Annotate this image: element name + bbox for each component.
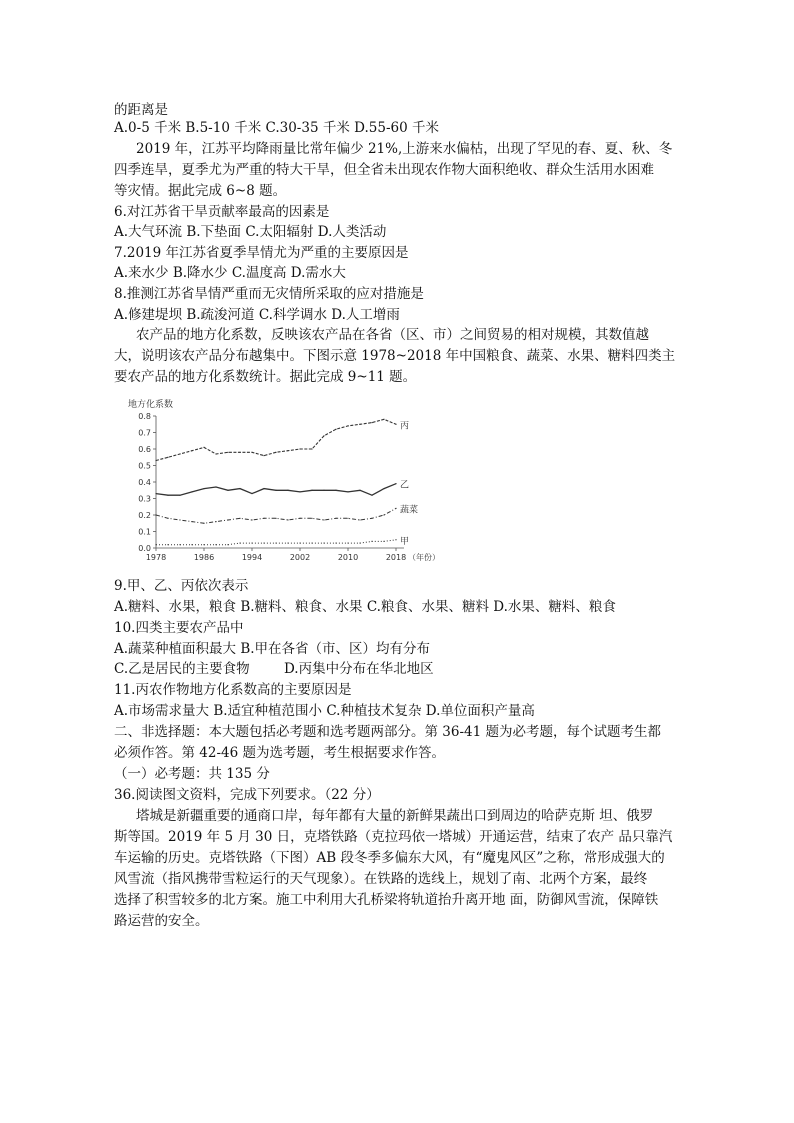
data-point xyxy=(395,508,396,509)
data-point xyxy=(275,542,276,543)
x-tick-label: 2018 xyxy=(385,553,407,562)
question-10: 10.四类主要农产品中 xyxy=(114,620,244,636)
y-tick-label: 0.6 xyxy=(138,445,151,454)
data-point xyxy=(383,514,384,515)
question-11-options: A.市场需求量大 B.适宜种植范围小 C.种植技术复杂 D.单位面积产量高 xyxy=(114,703,535,719)
question-7: 7.2019 年江苏省夏季旱情尤为严重的主要原因是 xyxy=(114,245,409,261)
data-point xyxy=(155,544,156,545)
data-point xyxy=(287,490,288,491)
series-label: 乙 xyxy=(400,480,410,491)
y-tick-label: 0.3 xyxy=(138,494,151,504)
data-point xyxy=(191,521,192,522)
data-point xyxy=(383,488,384,489)
data-point xyxy=(155,493,156,494)
x-axis-title: （年份） xyxy=(408,553,440,562)
question-8: 8.推测江苏省旱情严重而无灾情所采取的应对措施是 xyxy=(114,286,424,302)
data-point xyxy=(239,452,240,453)
data-point xyxy=(275,452,276,453)
data-point xyxy=(347,542,348,543)
chart-svg xyxy=(126,396,456,566)
data-point xyxy=(311,490,312,491)
data-point xyxy=(167,544,168,545)
data-point xyxy=(383,541,384,542)
section-heading: 二、非选择题：本大题包括必考题和选考题两部分。第 36-41 题为必考题，每个试题考生都 xyxy=(114,724,661,740)
y-tick-label: 0.8 xyxy=(138,412,151,421)
y-tick-label: 0.2 xyxy=(138,511,151,520)
question-10-options-ab: A.蔬菜种植面积最大 B.甲在各省（市、区）均有分布 xyxy=(114,641,431,657)
text-line: 的距离是 xyxy=(114,102,168,118)
data-point xyxy=(311,518,312,519)
data-point xyxy=(359,490,360,491)
data-point xyxy=(275,518,276,519)
y-tick-label: 0.7 xyxy=(138,428,151,438)
data-point xyxy=(191,544,192,545)
data-point xyxy=(251,452,252,453)
data-point xyxy=(287,450,288,451)
data-point xyxy=(251,542,252,543)
x-tick-label: 1986 xyxy=(193,553,215,562)
subsection-heading: （一）必考题：共 135 分 xyxy=(114,766,270,782)
data-point xyxy=(263,488,264,489)
data-point xyxy=(227,490,228,491)
data-point xyxy=(191,491,192,492)
data-point xyxy=(287,542,288,543)
data-point xyxy=(299,542,300,543)
data-point xyxy=(335,429,336,430)
data-point xyxy=(323,542,324,543)
text-line: 塔城是新疆重要的通商口岸，每年都有大量的新鲜果蔬出口到周边的哈萨克斯 坦、俄罗 xyxy=(136,808,654,824)
data-point xyxy=(263,455,264,456)
data-point xyxy=(335,518,336,519)
data-point xyxy=(359,424,360,425)
text-line: A.0-5 千米 B.5-10 千米 C.30-35 千米 D.55-60 千米 xyxy=(114,120,439,136)
y-tick-label: 0.5 xyxy=(138,461,151,471)
text-line: 等灾情。据此完成 6~8 题。 xyxy=(114,183,287,199)
text-line: 车运输的历史。克塔铁路（下图）AB 段冬季多偏东大风，有“魔鬼风区”之称，常形成强大的 xyxy=(114,850,665,866)
data-point xyxy=(263,518,264,519)
x-tick-label: 1994 xyxy=(241,553,263,562)
data-point xyxy=(179,453,180,454)
data-point xyxy=(371,518,372,519)
data-point xyxy=(371,495,372,496)
y-tick-label: 0.0 xyxy=(138,544,151,553)
data-point xyxy=(227,519,228,520)
data-point xyxy=(311,542,312,543)
data-point xyxy=(395,539,396,540)
data-point xyxy=(359,519,360,520)
data-point xyxy=(203,523,204,524)
data-point xyxy=(287,519,288,520)
data-point xyxy=(395,483,396,484)
data-point xyxy=(227,452,228,453)
data-point xyxy=(179,544,180,545)
question-11: 11.丙农作物地方化系数高的主要原因是 xyxy=(114,682,352,698)
data-point xyxy=(323,490,324,491)
data-point xyxy=(215,521,216,522)
series-label: 丙 xyxy=(400,421,410,432)
data-point xyxy=(239,542,240,543)
data-point xyxy=(251,493,252,494)
data-point xyxy=(383,419,384,420)
x-tick-label: 1978 xyxy=(145,553,167,562)
series-line-1 xyxy=(156,419,396,460)
data-point xyxy=(371,541,372,542)
question-8-options: A.修建堤坝 B.疏浚河道 C.科学调水 D.人工增雨 xyxy=(114,307,400,323)
y-tick-label: 0.1 xyxy=(138,527,151,537)
question-36: 36.阅读图文资料，完成下列要求。（22 分） xyxy=(114,787,380,803)
question-6: 6.对江苏省干旱贡献率最高的因素是 xyxy=(114,204,330,220)
text-line: 路运营的安全。 xyxy=(114,913,209,929)
series-label: 蔬菜 xyxy=(400,505,419,516)
data-point xyxy=(239,518,240,519)
text-line: 农产品的地方化系数，反映该农产品在各省（区、市）之间贸易的相对规模，其数值越 xyxy=(136,327,649,343)
data-point xyxy=(203,488,204,489)
text-line: 必须作答。第 42-46 题为选考题，考生根据要求作答。 xyxy=(114,745,445,761)
data-point xyxy=(191,450,192,451)
y-tick-label: 0.4 xyxy=(138,478,151,487)
data-point xyxy=(347,491,348,492)
data-point xyxy=(395,424,396,425)
data-point xyxy=(275,490,276,491)
data-point xyxy=(299,518,300,519)
data-point xyxy=(215,453,216,454)
text-line: 斯等国。2019 年 5 月 30 日，克塔铁路（克拉玛依一塔城）开通运营，结束了农产 品只靠汽 xyxy=(114,829,673,845)
question-7-options: A.来水少 B.降水少 C.温度高 D.需水大 xyxy=(114,265,346,281)
y-axis-title: 地方化系数 xyxy=(128,400,174,410)
data-point xyxy=(263,542,264,543)
data-point xyxy=(215,544,216,545)
data-point xyxy=(335,490,336,491)
x-tick-label: 2010 xyxy=(337,553,359,562)
data-point xyxy=(251,519,252,520)
series-line-2 xyxy=(156,484,396,496)
data-point xyxy=(347,425,348,426)
text-line: 风雪流（指风携带雪粒运行的天气现象）。在铁路的选线上，规划了南、北两个方案，最终 xyxy=(114,871,648,887)
text-line: 选择了积雪较多的北方案。施工中利用大孔桥梁将轨道抬升离开地 面，防御风雪流，保障铁 xyxy=(114,892,659,908)
question-9: 9.甲、乙、丙依次表示 xyxy=(114,578,249,594)
data-point xyxy=(179,519,180,520)
question-9-options: A.糖料、水果，粮食 B.糖料、粮食、水果 C.粮食、水果、糖料 D.水果、糖料、粮食 xyxy=(114,599,616,615)
data-point xyxy=(203,447,204,448)
text-line: 要农产品的地方化系数统计。据此完成 9~11 题。 xyxy=(114,369,417,385)
localization-chart xyxy=(126,396,456,566)
series-line-4 xyxy=(156,540,396,545)
data-point xyxy=(323,435,324,436)
data-point xyxy=(335,542,336,543)
data-point xyxy=(299,491,300,492)
data-point xyxy=(155,514,156,515)
question-10-options-cd: C.乙是居民的主要食物 D.丙集中分布在华北地区 xyxy=(114,661,434,677)
data-point xyxy=(167,495,168,496)
data-point xyxy=(179,495,180,496)
data-point xyxy=(299,448,300,449)
data-point xyxy=(323,519,324,520)
data-point xyxy=(167,457,168,458)
data-point xyxy=(239,488,240,489)
data-point xyxy=(347,518,348,519)
data-point xyxy=(203,544,204,545)
data-point xyxy=(215,486,216,487)
data-point xyxy=(167,518,168,519)
data-point xyxy=(155,460,156,461)
question-6-options: A.大气环流 B.下垫面 C.太阳辐射 D.人类活动 xyxy=(114,224,387,240)
data-point xyxy=(371,422,372,423)
data-point xyxy=(227,544,228,545)
data-point xyxy=(359,542,360,543)
series-label: 甲 xyxy=(400,536,410,547)
text-line: 四季连旱，夏季尤为严重的特大干旱，但全省未出现农作物大面积绝收、群众生活用水困难 xyxy=(114,162,654,178)
data-point xyxy=(311,448,312,449)
x-tick-label: 2002 xyxy=(289,553,311,562)
text-line: 大，说明该农产品分布越集中。下图示意 1978~2018 年中国粮食、蔬菜、水果、糖料四类主 xyxy=(114,348,676,364)
text-line: 2019 年，江苏平均降雨量比常年偏少 21%,上游来水偏枯，出现了罕见的春、夏、秋、冬 xyxy=(136,141,673,157)
